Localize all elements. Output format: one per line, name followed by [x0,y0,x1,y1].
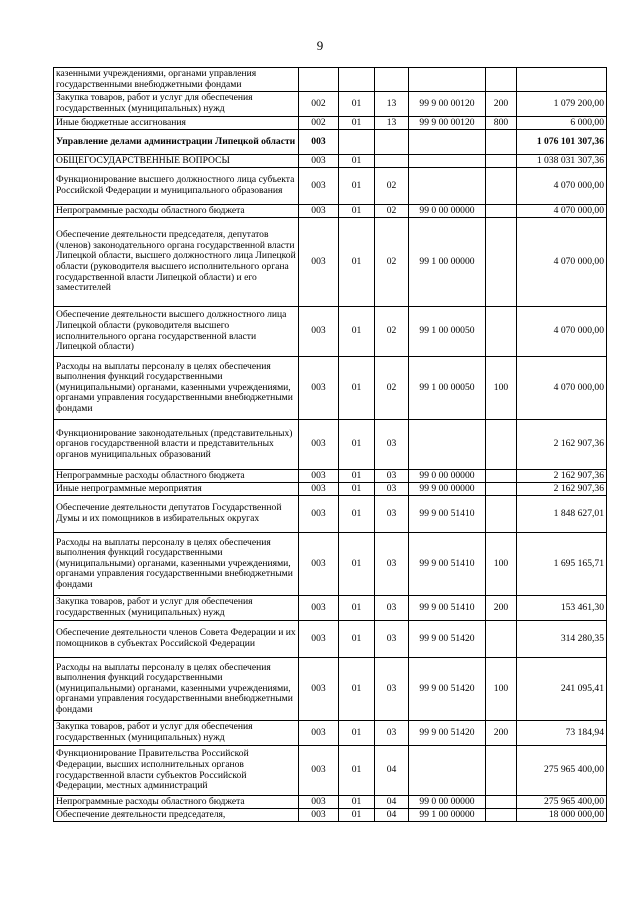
section-code-cell: 01 [339,470,375,483]
target-item-code-cell [409,68,486,92]
expense-type-code-cell [486,155,517,168]
ministry-code-cell: 003 [299,483,339,496]
expense-type-code-cell: 800 [486,117,517,130]
target-item-code-cell: 99 9 00 51410 [409,496,486,533]
section-code-cell [339,68,375,92]
row-name-cell: Функционирование законодательных (представительных) органов государственной власти и представительных органов муниципальных образований [54,420,299,470]
ministry-code-cell: 002 [299,92,339,117]
section-code-cell: 01 [339,596,375,621]
row-name-cell: Непрограммные расходы областного бюджета [54,205,299,218]
subsection-code-cell [375,68,409,92]
amount-cell: 1 079 200,00 [517,92,607,117]
target-item-code-cell: 99 0 00 00000 [409,205,486,218]
table-row [54,470,607,483]
target-item-code-cell: 99 1 00 00050 [409,357,486,420]
target-item-code-cell [409,168,486,205]
table-row [54,658,607,721]
section-code-cell: 01 [339,420,375,470]
row-name-cell: Функционирование высшего должностного лица субъекта Российской Федерации и муниципального образования [54,168,299,205]
expense-type-code-cell: 200 [486,92,517,117]
section-code-cell: 01 [339,746,375,796]
table-row [54,533,607,596]
amount-cell: 4 070 000,00 [517,168,607,205]
ministry-code-cell: 003 [299,721,339,746]
target-item-code-cell: 99 9 00 00120 [409,92,486,117]
section-code-cell: 01 [339,168,375,205]
subsection-code-cell: 03 [375,658,409,721]
amount-cell: 1 076 101 307,36 [517,130,607,155]
row-name-cell: Закупка товаров, работ и услуг для обеспечения государственных (муниципальных) нужд [54,596,299,621]
amount-cell: 73 184,94 [517,721,607,746]
target-item-code-cell: 99 1 00 00000 [409,809,486,822]
ministry-code-cell [299,68,339,92]
ministry-code-cell: 003 [299,596,339,621]
expense-type-code-cell [486,205,517,218]
subsection-code-cell: 13 [375,92,409,117]
section-code-cell: 01 [339,155,375,168]
amount-cell: 314 280,35 [517,621,607,658]
table-row [54,130,607,155]
subsection-code-cell: 02 [375,357,409,420]
row-name-cell: ОБЩЕГОСУДАРСТВЕННЫЕ ВОПРОСЫ [54,155,299,168]
expense-type-code-cell [486,809,517,822]
budget-table [53,67,607,822]
table-row [54,420,607,470]
amount-cell: 1 848 627,01 [517,496,607,533]
expense-type-code-cell: 100 [486,357,517,420]
target-item-code-cell: 99 9 00 00120 [409,117,486,130]
section-code-cell: 01 [339,496,375,533]
expense-type-code-cell [486,746,517,796]
section-code-cell: 01 [339,796,375,809]
expense-type-code-cell [486,218,517,307]
ministry-code-cell: 003 [299,218,339,307]
expense-type-code-cell [486,621,517,658]
expense-type-code-cell: 200 [486,721,517,746]
ministry-code-cell: 003 [299,205,339,218]
subsection-code-cell: 03 [375,596,409,621]
subsection-code-cell: 04 [375,796,409,809]
subsection-code-cell: 03 [375,496,409,533]
subsection-code-cell: 02 [375,168,409,205]
target-item-code-cell [409,420,486,470]
section-code-cell: 01 [339,533,375,596]
target-item-code-cell: 99 9 00 51420 [409,658,486,721]
expense-type-code-cell [486,496,517,533]
ministry-code-cell: 002 [299,117,339,130]
amount-cell: 4 070 000,00 [517,218,607,307]
subsection-code-cell: 02 [375,205,409,218]
table-row [54,117,607,130]
section-code-cell: 01 [339,218,375,307]
subsection-code-cell: 03 [375,470,409,483]
row-name-cell: Обеспечение деятельности членов Совета Федерации и их помощников в субъектах Российской Федерации [54,621,299,658]
table-row [54,596,607,621]
subsection-code-cell: 03 [375,420,409,470]
ministry-code-cell: 003 [299,307,339,357]
row-name-cell: Расходы на выплаты персоналу в целях обеспечения выполнения функций государственными (муниципальными) органами, казенными учреждениями, органами управления государственными внебюджетными фондами [54,357,299,420]
subsection-code-cell: 03 [375,721,409,746]
row-name-cell: Закупка товаров, работ и услуг для обеспечения государственных (муниципальных) нужд [54,721,299,746]
expense-type-code-cell [486,168,517,205]
ministry-code-cell: 003 [299,796,339,809]
row-name-cell: казенными учреждениями, органами управления государственными внебюджетными фондами [54,68,299,92]
row-name-cell: Иные бюджетные ассигнования [54,117,299,130]
row-name-cell: Управление делами администрации Липецкой области [54,130,299,155]
row-name-cell: Обеспечение деятельности высшего должностного лица Липецкой области (руководителя высшего исполнительного органа государственной власти Липецкой области) [54,307,299,357]
ministry-code-cell: 003 [299,496,339,533]
amount-cell [517,68,607,92]
subsection-code-cell [375,155,409,168]
amount-cell: 4 070 000,00 [517,307,607,357]
table-row [54,307,607,357]
amount-cell: 18 000 000,00 [517,809,607,822]
ministry-code-cell: 003 [299,155,339,168]
ministry-code-cell: 003 [299,168,339,205]
target-item-code-cell: 99 9 00 51420 [409,721,486,746]
ministry-code-cell: 003 [299,533,339,596]
section-code-cell: 01 [339,658,375,721]
subsection-code-cell: 02 [375,307,409,357]
table-row [54,721,607,746]
expense-type-code-cell [486,483,517,496]
amount-cell: 1 695 165,71 [517,533,607,596]
target-item-code-cell: 99 1 00 00050 [409,307,486,357]
table-row [54,796,607,809]
ministry-code-cell: 003 [299,621,339,658]
section-code-cell: 01 [339,92,375,117]
page-number: 9 [316,38,324,53]
ministry-code-cell: 003 [299,420,339,470]
expense-type-code-cell [486,420,517,470]
table-row [54,155,607,168]
section-code-cell: 01 [339,621,375,658]
subsection-code-cell: 04 [375,746,409,796]
amount-cell: 241 095,41 [517,658,607,721]
table-row [54,68,607,92]
row-name-cell: Обеспечение деятельности председателя, депутатов (членов) законодательного органа государственной власти Липецкой области, высшего должностного лица Липецкой области (руководителя высшего исполнительного органа государственной власти Липецкой области) и его заместителей [54,218,299,307]
table-row [54,357,607,420]
table-row [54,168,607,205]
table-row [54,92,607,117]
table-row [54,205,607,218]
table-row [54,496,607,533]
row-name-cell: Непрограммные расходы областного бюджета [54,470,299,483]
amount-cell: 6 000,00 [517,117,607,130]
row-name-cell: Закупка товаров, работ и услуг для обеспечения государственных (муниципальных) нужд [54,92,299,117]
target-item-code-cell: 99 9 00 51410 [409,596,486,621]
expense-type-code-cell [486,796,517,809]
section-code-cell: 01 [339,357,375,420]
target-item-code-cell [409,155,486,168]
section-code-cell: 01 [339,307,375,357]
row-name-cell: Расходы на выплаты персоналу в целях обеспечения выполнения функций государственными (муниципальными) органами, казенными учреждениями, органами управления государственными внебюджетными фондами [54,658,299,721]
amount-cell: 2 162 907,36 [517,483,607,496]
row-name-cell: Непрограммные расходы областного бюджета [54,796,299,809]
subsection-code-cell: 02 [375,218,409,307]
ministry-code-cell: 003 [299,130,339,155]
ministry-code-cell: 003 [299,746,339,796]
expense-type-code-cell [486,470,517,483]
ministry-code-cell: 003 [299,357,339,420]
amount-cell: 275 965 400,00 [517,746,607,796]
target-item-code-cell: 99 0 00 00000 [409,470,486,483]
target-item-code-cell: 99 9 00 51410 [409,533,486,596]
expense-type-code-cell [486,68,517,92]
section-code-cell: 01 [339,483,375,496]
row-name-cell: Обеспечение деятельности председателя, [54,809,299,822]
expense-type-code-cell [486,307,517,357]
ministry-code-cell: 003 [299,809,339,822]
target-item-code-cell: 99 0 00 00000 [409,796,486,809]
expense-type-code-cell [486,130,517,155]
table-row [54,218,607,307]
subsection-code-cell: 03 [375,483,409,496]
row-name-cell: Функционирование Правительства Российской Федерации, высших исполнительных органов государственной власти субъектов Российской Федерации, местных администраций [54,746,299,796]
subsection-code-cell: 13 [375,117,409,130]
amount-cell: 1 038 031 307,36 [517,155,607,168]
ministry-code-cell: 003 [299,470,339,483]
row-name-cell: Иные непрограммные мероприятия [54,483,299,496]
target-item-code-cell: 99 9 00 00000 [409,483,486,496]
subsection-code-cell [375,130,409,155]
table-row [54,621,607,658]
section-code-cell: 01 [339,205,375,218]
subsection-code-cell: 04 [375,809,409,822]
ministry-code-cell: 003 [299,658,339,721]
amount-cell: 4 070 000,00 [517,357,607,420]
section-code-cell: 01 [339,117,375,130]
target-item-code-cell: 99 9 00 51420 [409,621,486,658]
table-row [54,483,607,496]
table-row [54,809,607,822]
amount-cell: 275 965 400,00 [517,796,607,809]
expense-type-code-cell: 200 [486,596,517,621]
target-item-code-cell: 99 1 00 00000 [409,218,486,307]
section-code-cell: 01 [339,721,375,746]
subsection-code-cell: 03 [375,621,409,658]
section-code-cell: 01 [339,809,375,822]
amount-cell: 153 461,30 [517,596,607,621]
expense-type-code-cell: 100 [486,658,517,721]
table-row [54,746,607,796]
row-name-cell: Обеспечение деятельности депутатов Государственной Думы и их помощников в избирательных округах [54,496,299,533]
row-name-cell: Расходы на выплаты персоналу в целях обеспечения выполнения функций государственными (муниципальными) органами, казенными учреждениями, органами управления государственными внебюджетными фондами [54,533,299,596]
amount-cell: 4 070 000,00 [517,205,607,218]
subsection-code-cell: 03 [375,533,409,596]
target-item-code-cell [409,746,486,796]
expense-type-code-cell: 100 [486,533,517,596]
section-code-cell [339,130,375,155]
amount-cell: 2 162 907,36 [517,470,607,483]
amount-cell: 2 162 907,36 [517,420,607,470]
target-item-code-cell [409,130,486,155]
